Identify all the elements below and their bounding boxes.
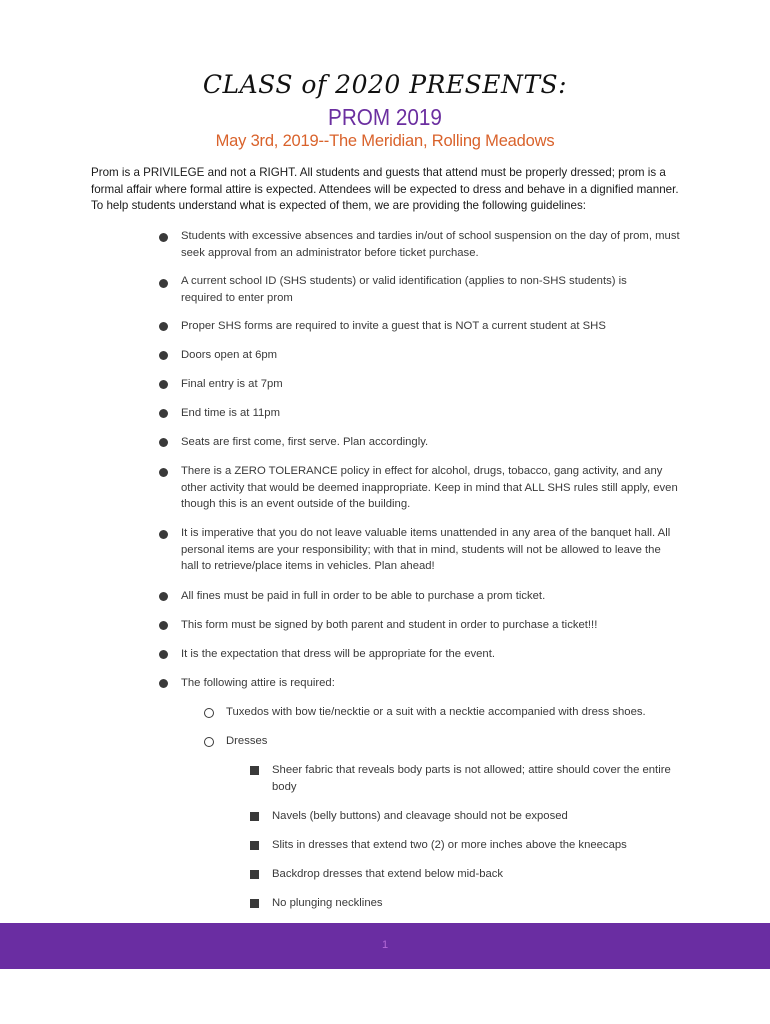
attire-item: Dresses — [226, 735, 268, 747]
dress-rule-item: Backdrop dresses that extend below mid-back — [272, 868, 504, 880]
guideline-item: Doors open at 6pm — [181, 349, 278, 361]
bullet-icon — [159, 351, 168, 360]
event-date-location: May 3rd, 2019--The Meridian, Rolling Meadows — [215, 132, 555, 150]
bullet-icon — [159, 322, 168, 331]
bullet-icon — [159, 650, 168, 659]
guideline-item: A current school ID (SHS students) or valid identification (applies to non-SHS students) is required to enter prom — [181, 275, 627, 304]
bullet-icon — [159, 233, 168, 242]
page-number: 1 — [381, 939, 389, 951]
bullet-icon — [159, 592, 168, 601]
prom-title: PROM 2019 — [328, 104, 442, 130]
square-bullet-icon — [250, 841, 259, 850]
guideline-item: Final entry is at 7pm — [181, 378, 283, 390]
bullet-icon — [159, 438, 168, 447]
bullet-icon — [159, 279, 168, 288]
guideline-item: The following attire is required: — [181, 677, 335, 689]
guideline-item: End time is at 11pm — [181, 407, 280, 419]
dress-rule-item: Sheer fabric that reveals body parts is not allowed; attire should cover the entire body — [272, 764, 671, 793]
intro-paragraph: Prom is a PRIVILEGE and not a RIGHT. All students and guests that attend must be properly dressed; prom is a formal affair where formal attire is expected. Attendees will be expected to dress and behave in a dignified manner. To help students understand what is expected of them, we are providing the following guidelines: — [91, 166, 679, 212]
square-bullet-icon — [250, 766, 259, 775]
dress-rule-item: No plunging necklines — [272, 897, 383, 909]
bullet-icon — [159, 380, 168, 389]
sub-bullet-icon — [204, 737, 214, 747]
bullet-icon — [159, 679, 168, 688]
event-title: CLASS of 2020 PRESENTS: — [202, 70, 568, 99]
square-bullet-icon — [250, 870, 259, 879]
dress-rule-item: Navels (belly buttons) and cleavage should not be exposed — [272, 810, 568, 822]
guideline-item: Seats are first come, first serve. Plan accordingly. — [181, 436, 429, 448]
square-bullet-icon — [250, 812, 259, 821]
dress-rule-item: Slits in dresses that extend two (2) or more inches above the kneecaps — [272, 839, 627, 851]
sub-bullet-icon — [204, 708, 214, 718]
guideline-item: There is a ZERO TOLERANCE policy in effect for alcohol, drugs, tobacco, gang activity, and any other activity that would be deemed inappropriate. Keep in mind that ALL SHS rules still apply, even though this is an event outside of the building. — [181, 465, 678, 510]
attire-item: Tuxedos with bow tie/necktie or a suit with a necktie accompanied with dress shoes. — [226, 706, 646, 718]
guideline-item: It is imperative that you do not leave valuable items unattended in any area of the banquet hall. All personal items are your responsibility; with that in mind, students will not be allowed to leave the hall to retrieve/place items in vehicles. Plan ahead! — [181, 527, 671, 572]
guideline-item: All fines must be paid in full in order to be able to purchase a prom ticket. — [181, 590, 546, 602]
bullet-icon — [159, 409, 168, 418]
guideline-item: It is the expectation that dress will be appropriate for the event. — [181, 648, 495, 660]
bullet-icon — [159, 621, 168, 630]
guideline-item: This form must be signed by both parent and student in order to purchase a ticket!!! — [181, 619, 598, 631]
guideline-item: Students with excessive absences and tardies in/out of school suspension on the day of prom, must seek approval from an administrator before ticket purchase. — [181, 230, 680, 259]
square-bullet-icon — [250, 899, 259, 908]
guideline-item: Proper SHS forms are required to invite a guest that is NOT a current student at SHS — [181, 320, 606, 332]
bullet-icon — [159, 530, 168, 539]
bullet-icon — [159, 468, 168, 477]
